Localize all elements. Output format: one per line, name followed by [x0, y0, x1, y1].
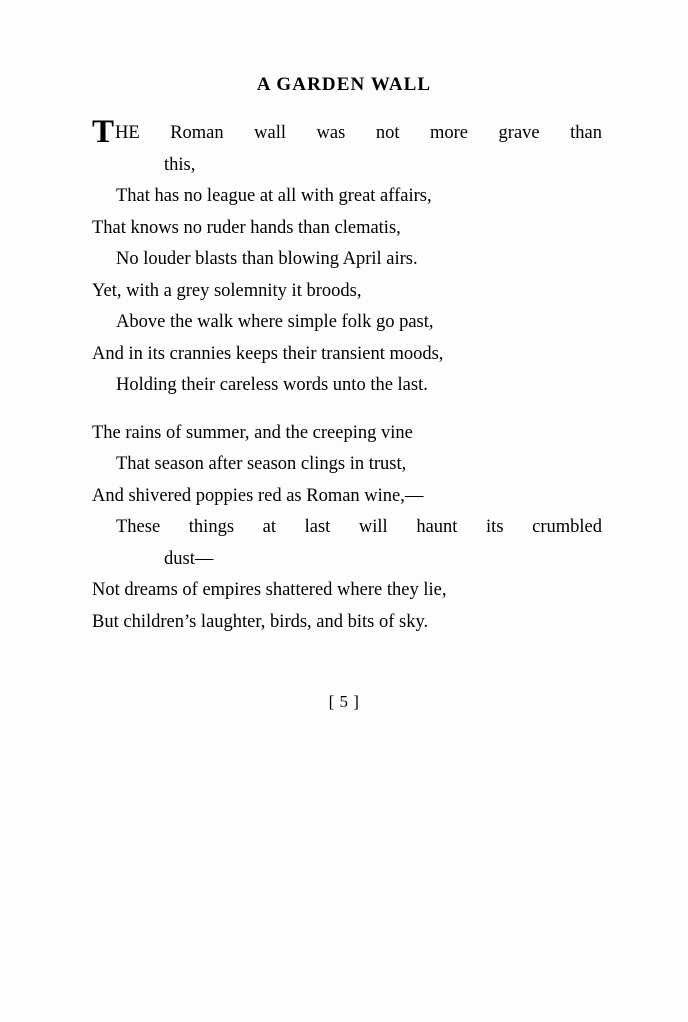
poem-line: That season after season clings in trust,: [116, 454, 407, 474]
poem-body: [92, 118, 602, 654]
poem-line: And shivered poppies red as Roman wine,—: [92, 485, 424, 506]
poem-line: Above the walk where simple folk go past,: [116, 312, 434, 332]
stanza-1: [92, 118, 602, 402]
poem-line: These things at last will haunt its crumbled: [116, 517, 602, 537]
poem-line: [92, 118, 602, 150]
poem-line: That has no league at all with great affairs,: [116, 186, 432, 206]
poem-line: No louder blasts than blowing April airs.: [116, 249, 418, 269]
poem-line: Holding their careless words unto the last.: [116, 375, 428, 395]
poem-line: The rains of summer, and the creeping vine: [92, 422, 413, 443]
stanza-2: [92, 418, 602, 639]
poem-line: Not dreams of empires shattered where they lie,: [92, 580, 447, 600]
poem-line: Yet, with a grey solemnity it broods,: [92, 280, 362, 301]
poem-line: this,: [164, 154, 196, 175]
drop-cap: T: [92, 118, 115, 150]
poem-line-text: HE Roman wall was not more grave than: [115, 123, 602, 143]
poem-line: That knows no ruder hands than clematis,: [92, 217, 401, 238]
poem-line: And in its crannies keeps their transient moods,: [92, 343, 444, 364]
page-number: [ 5 ]: [328, 692, 360, 711]
poem-line: dust—: [164, 548, 214, 569]
poem-line: But children’s laughter, birds, and bits of sky.: [92, 611, 429, 632]
page-title: A GARDEN WALL: [256, 74, 432, 95]
